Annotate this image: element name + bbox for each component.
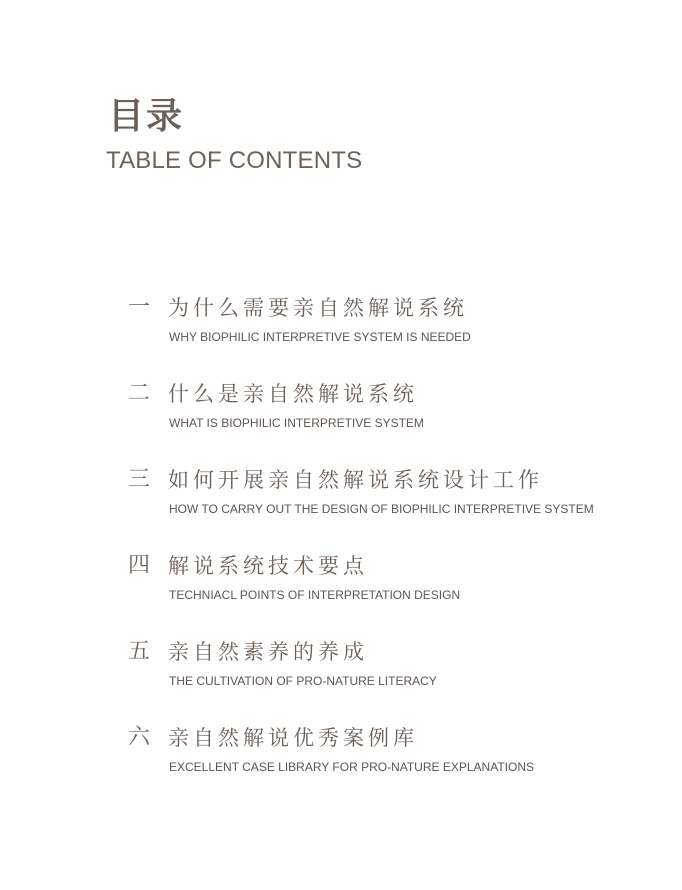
toc-item-number: 六: [128, 725, 151, 750]
toc-item-number: 二: [128, 381, 151, 406]
toc-item-number: 三: [128, 467, 151, 492]
toc-item-title-english: HOW TO CARRY OUT THE DESIGN OF BIOPHILIC INTERPRETIVE SYSTEM: [169, 502, 594, 516]
toc-item-title-english: EXCELLENT CASE LIBRARY FOR PRO-NATURE EXPLANATIONS: [169, 760, 534, 774]
toc-item-number: 一: [128, 295, 151, 320]
page-title-chinese: 目录: [108, 95, 185, 137]
toc-item-6[interactable]: [128, 723, 648, 809]
toc-item-title-english: TECHNIACL POINTS OF INTERPRETATION DESIGN: [169, 588, 461, 602]
page-title-english: TABLE OF CONTENTS: [106, 147, 363, 174]
toc-item-title-chinese: 亲自然解说优秀案例库: [168, 726, 418, 750]
toc-item-5[interactable]: [128, 637, 648, 723]
toc-item-title-chinese: 亲自然素养的养成: [168, 640, 368, 664]
toc-item-title-chinese: 什么是亲自然解说系统: [168, 382, 418, 406]
toc-item-number: 五: [128, 639, 151, 664]
toc-item-number: 四: [128, 553, 151, 578]
toc-item-title-english: WHAT IS BIOPHILIC INTERPRETIVE SYSTEM: [169, 416, 424, 430]
toc-item-title-english: THE CULTIVATION OF PRO-NATURE LITERACY: [169, 674, 437, 688]
toc-list: [128, 293, 648, 809]
toc-item-1[interactable]: [128, 293, 648, 379]
toc-item-title-chinese: 如何开展亲自然解说系统设计工作: [168, 468, 543, 492]
toc-item-title-chinese: 为什么需要亲自然解说系统: [168, 296, 468, 320]
toc-item-title-chinese: 解说系统技术要点: [168, 554, 368, 578]
toc-item-title-english: WHY BIOPHILIC INTERPRETIVE SYSTEM IS NEEDED: [169, 330, 471, 344]
toc-item-3[interactable]: [128, 465, 648, 551]
toc-item-2[interactable]: [128, 379, 648, 465]
toc-item-4[interactable]: [128, 551, 648, 637]
